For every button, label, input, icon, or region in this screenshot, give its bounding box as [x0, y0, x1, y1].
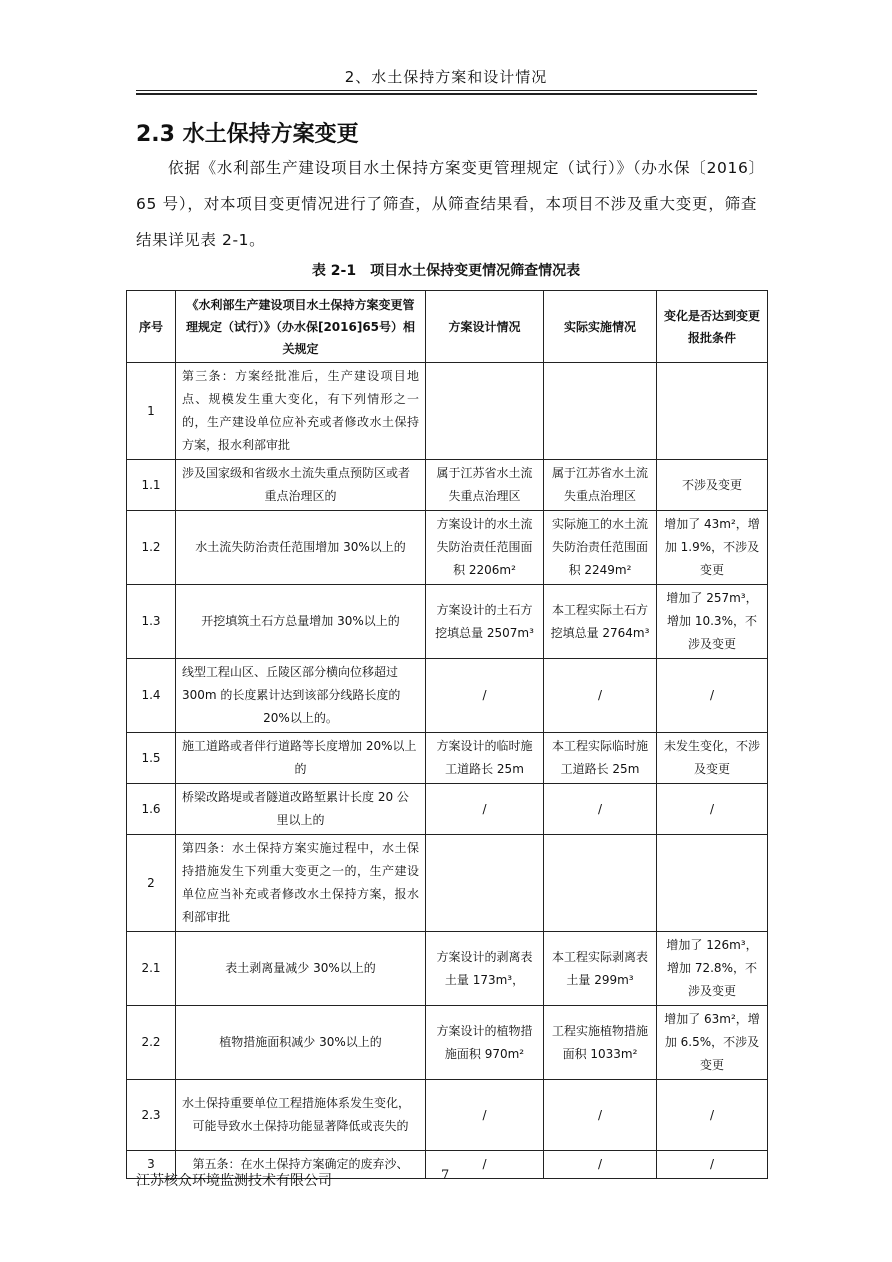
row-plan: 方案设计的土石方挖填总量 2507m³ [426, 585, 544, 659]
row-plan: 方案设计的植物措施面积 970m² [426, 1006, 544, 1080]
header-rule: 《水利部生产建设项目水土保持方案变更管理规定（试行）》（办水保[2016]65号）相关规定 [176, 291, 426, 363]
row-result: / [657, 1151, 768, 1179]
row-result: 未发生变化，不涉及变更 [657, 733, 768, 784]
row-no: 2.3 [127, 1080, 176, 1151]
header-no: 序号 [127, 291, 176, 363]
row-actual: 本工程实际土石方挖填总量 2764m³ [544, 585, 657, 659]
header-rule-thin [136, 90, 757, 91]
row-result: 增加了 257m³，增加 10.3%，不涉及变更 [657, 585, 768, 659]
row-rule: 水土流失防治责任范围增加 30%以上的 [176, 511, 426, 585]
header-actual: 实际实施情况 [544, 291, 657, 363]
row-actual: / [544, 659, 657, 733]
row-result [657, 363, 768, 460]
row-actual: / [544, 1151, 657, 1179]
row-actual [544, 835, 657, 932]
table-row [127, 1080, 768, 1151]
table-row [127, 1006, 768, 1080]
table-row [127, 835, 768, 932]
row-actual: 属于江苏省水土流失重点治理区 [544, 460, 657, 511]
body-paragraph: 依据《水利部生产建设项目水土保持方案变更管理规定（试行）》（办水保〔2016〕65 号），对本项目变更情况进行了筛查，从筛查结果看，本项目不涉及重大变更，筛查结果详见表 2-1。 [136, 159, 757, 249]
row-plan: / [426, 784, 544, 835]
row-plan [426, 835, 544, 932]
row-no: 1.5 [127, 733, 176, 784]
row-actual: 本工程实际临时施工道路长 25m [544, 733, 657, 784]
row-no: 1.6 [127, 784, 176, 835]
table-row [127, 784, 768, 835]
row-result: 不涉及变更 [657, 460, 768, 511]
row-result: 增加了 43m²，增加 1.9%，不涉及变更 [657, 511, 768, 585]
row-rule: 线型工程山区、丘陵区部分横向位移超过 300m 的长度累计达到该部分线路长度的 20%以上的。 [176, 659, 426, 733]
row-result: 增加了 63m²，增加 6.5%，不涉及变更 [657, 1006, 768, 1080]
table-row [127, 932, 768, 1006]
row-no: 1.3 [127, 585, 176, 659]
table-row [127, 733, 768, 784]
table-caption: 表 2-1 项目水土保持变更情况筛查情况表 [311, 263, 581, 279]
row-rule: 涉及国家级和省级水土流失重点预防区或者重点治理区的 [176, 460, 426, 511]
table-row [127, 511, 768, 585]
row-rule: 水土保持重要单位工程措施体系发生变化，可能导致水土保持功能显著降低或丧失的 [176, 1080, 426, 1151]
row-rule: 植物措施面积减少 30%以上的 [176, 1006, 426, 1080]
row-plan: 方案设计的临时施工道路长 25m [426, 733, 544, 784]
row-result: 增加了 126m³，增加 72.8%，不涉及变更 [657, 932, 768, 1006]
row-actual: 工程实施植物措施面积 1033m² [544, 1006, 657, 1080]
screening-table [126, 290, 768, 1179]
row-plan: / [426, 1151, 544, 1179]
row-rule: 第三条：方案经批准后，生产建设项目地点、规模发生重大变化，有下列情形之一的，生产建设单位应补充或者修改水土保持方案，报水利部审批 [176, 363, 426, 460]
row-plan: 方案设计的水土流失防治责任范围面积 2206m² [426, 511, 544, 585]
row-no: 2.2 [127, 1006, 176, 1080]
row-actual: / [544, 1080, 657, 1151]
row-rule: 第五条：在水土保持方案确定的废弃沙、 [176, 1151, 426, 1179]
row-plan: 方案设计的剥离表土量 173m³， [426, 932, 544, 1006]
row-result: / [657, 1080, 768, 1151]
table-row [127, 460, 768, 511]
row-rule: 施工道路或者伴行道路等长度增加 20%以上的 [176, 733, 426, 784]
row-rule: 第四条：水土保持方案实施过程中，水土保持措施发生下列重大变更之一的，生产建设单位应当补充或者修改水土保持方案，报水利部审批 [176, 835, 426, 932]
row-no: 1.2 [127, 511, 176, 585]
row-no: 1.4 [127, 659, 176, 733]
header-rule-thick [136, 93, 757, 95]
row-plan [426, 363, 544, 460]
row-no: 1 [127, 363, 176, 460]
row-result [657, 835, 768, 932]
row-rule: 桥梁改路堤或者隧道改路堑累计长度 20 公里以上的 [176, 784, 426, 835]
row-plan: / [426, 659, 544, 733]
row-actual: 本工程实际剥离表土量 299m³ [544, 932, 657, 1006]
row-result: / [657, 784, 768, 835]
header-plan: 方案设计情况 [426, 291, 544, 363]
row-no: 2.1 [127, 932, 176, 1006]
section-heading: 2.3 水土保持方案变更 [136, 122, 359, 147]
row-actual: 实际施工的水土流失防治责任范围面积 2249m² [544, 511, 657, 585]
row-rule: 开挖填筑土石方总量增加 30%以上的 [176, 585, 426, 659]
row-actual: / [544, 784, 657, 835]
table-header-row [127, 291, 768, 363]
row-result: / [657, 659, 768, 733]
table-row [127, 585, 768, 659]
header-result: 变化是否达到变更报批条件 [657, 291, 768, 363]
row-rule: 表土剥离量减少 30%以上的 [176, 932, 426, 1006]
row-plan: 属于江苏省水土流失重点治理区 [426, 460, 544, 511]
running-header: 2、水土保持方案和设计情况 [344, 68, 548, 86]
table-row [127, 659, 768, 733]
footer-company: 江苏核众环境监测技术有限公司 [136, 1173, 332, 1189]
row-no: 3 [127, 1151, 176, 1179]
table-row [127, 363, 768, 460]
row-no: 1.1 [127, 460, 176, 511]
row-no: 2 [127, 835, 176, 932]
row-actual [544, 363, 657, 460]
row-plan: / [426, 1080, 544, 1151]
page-number: 7 [441, 1168, 450, 1183]
